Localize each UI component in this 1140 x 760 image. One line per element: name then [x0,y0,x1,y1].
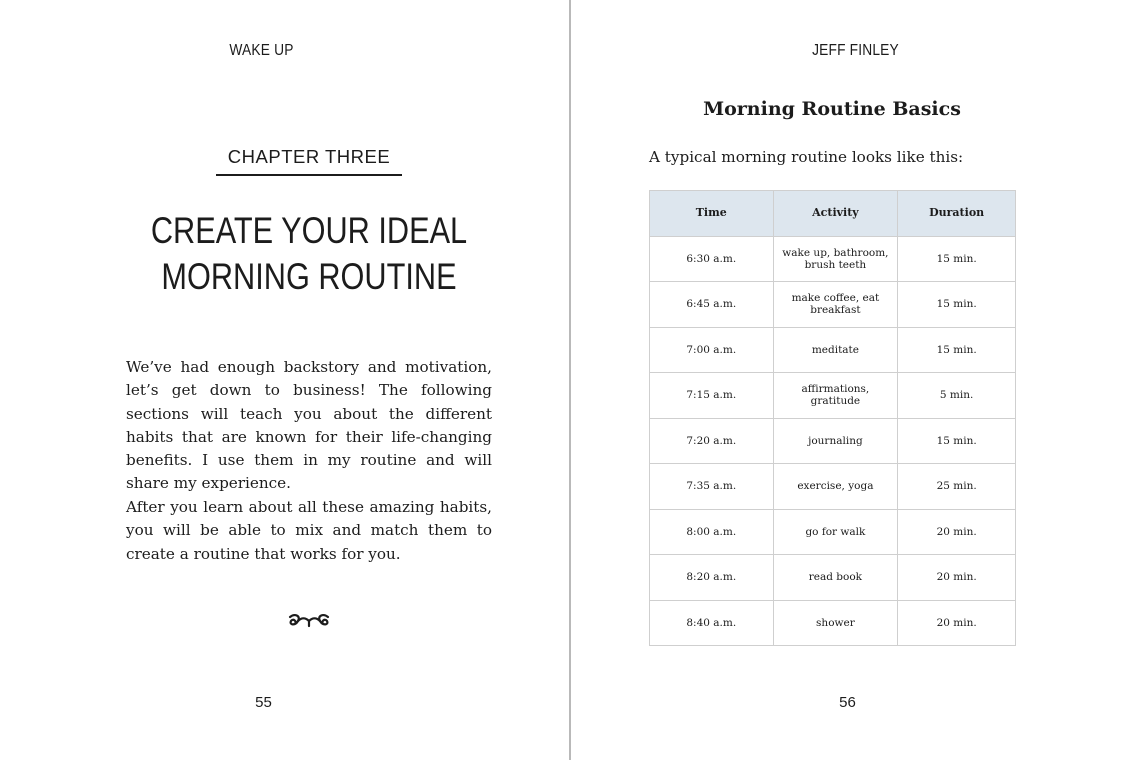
table-row [650,464,1016,510]
section-heading: Morning Routine Basics [703,98,961,120]
table-row [650,327,1016,373]
cell-activity: journaling [773,418,898,464]
page-number-right: 56 [839,694,856,711]
table-row [650,555,1016,601]
table-row [650,236,1016,282]
cell-time: 7:35 a.m. [650,464,774,510]
cell-activity: meditate [773,327,898,373]
chapter-title [136,208,483,300]
cell-duration: 5 min. [898,373,1016,419]
table-row [650,373,1016,419]
cell-time: 7:20 a.m. [650,418,774,464]
cell-time: 7:00 a.m. [650,327,774,373]
running-head-right: JEFF FINLEY [812,42,899,59]
left-page [0,0,569,760]
cell-duration: 20 min. [898,600,1016,646]
cell-duration: 15 min. [898,327,1016,373]
cell-duration: 20 min. [898,509,1016,555]
cell-duration: 15 min. [898,236,1016,282]
intro-text: A typical morning routine looks like this: [649,148,964,166]
cell-activity: wake up, bathroom, brush teeth [773,236,898,282]
cell-duration: 15 min. [898,282,1016,328]
chapter-title-line-2: MORNING ROUTINE [161,256,457,297]
header-activity: Activity [773,191,898,237]
cell-time: 8:20 a.m. [650,555,774,601]
cell-time: 6:45 a.m. [650,282,774,328]
body-paragraph-1: We’ve had enough backstory and motivation, let’s get down to business! The following sections will teach you about the different habits that are known for their life-changing benefits. I use them in my routine and will share my experience. [126,358,492,493]
table-header-row [650,191,1016,237]
cell-time: 7:15 a.m. [650,373,774,419]
table-row [650,282,1016,328]
routine-table [649,190,1016,646]
page-number-left: 55 [255,694,272,711]
table-row [650,509,1016,555]
cell-activity: read book [773,555,898,601]
cell-activity: make coffee, eat breakfast [773,282,898,328]
body-paragraph-2: After you learn about all these amazing habits, you will be able to mix and match them to create a routine that works for you. [126,498,492,563]
chapter-title-line-1: CREATE YOUR IDEAL [150,210,468,251]
cell-time: 8:40 a.m. [650,600,774,646]
cell-activity: shower [773,600,898,646]
cell-duration: 15 min. [898,418,1016,464]
right-page [571,0,1140,760]
chapter-label: CHAPTER THREE [216,146,402,176]
fleuron-ornament-icon [286,612,332,630]
table-row [650,418,1016,464]
running-head-left: WAKE UP [229,42,294,59]
header-duration: Duration [898,191,1016,237]
cell-duration: 25 min. [898,464,1016,510]
cell-activity: exercise, yoga [773,464,898,510]
header-time: Time [650,191,774,237]
table-row [650,600,1016,646]
cell-activity: go for walk [773,509,898,555]
cell-duration: 20 min. [898,555,1016,601]
cell-time: 6:30 a.m. [650,236,774,282]
cell-activity: affirmations, gratitude [773,373,898,419]
cell-time: 8:00 a.m. [650,509,774,555]
